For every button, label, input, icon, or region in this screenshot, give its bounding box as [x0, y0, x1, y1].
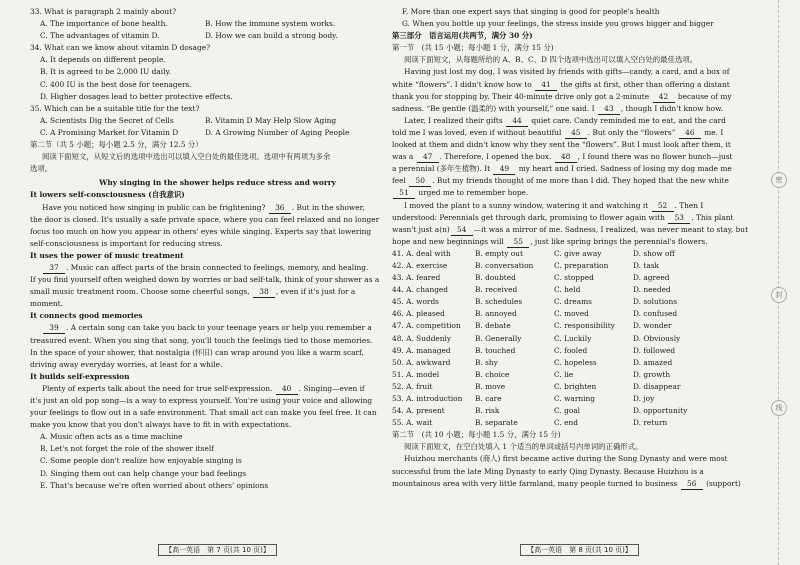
option-choice[interactable]: B. risk	[475, 406, 500, 416]
cloze-line: told me I was loved, even if without beautiful 45 . But only the “flowers” 46 me. I	[392, 127, 724, 137]
option-choice[interactable]: C. stopped	[554, 273, 594, 283]
page-footer: 【高一英语 第 8 页(共 10 页)】	[520, 544, 639, 556]
cloze-line: hope and new beginnings will 55 , just like spring brings the perennial's flowers.	[392, 236, 708, 246]
option-row	[392, 393, 767, 405]
p3-line: driving away everyday worries, at least for a while.	[30, 359, 223, 369]
option-row	[392, 320, 767, 332]
part3-title: 第三部分 语言运用(共两节，满分 30 分)	[392, 31, 533, 41]
page-footer: 【高一英语 第 7 页(共 10 页)】	[158, 544, 277, 556]
option-choice[interactable]: 44. A. changed	[392, 285, 449, 295]
option-row	[392, 345, 767, 357]
option-choice[interactable]: 53. A. introduction	[392, 394, 463, 403]
option-row	[392, 248, 767, 260]
p1-line: the door is closed. It's usually a safe private space, where you can feel relaxed and no longer	[30, 214, 380, 224]
q33-stem: 33. What is paragraph 2 mainly about?	[30, 7, 177, 16]
q35-option-a: A. Scientists Dig the Secret of Cells	[40, 115, 174, 125]
q35-options-2	[30, 127, 405, 139]
p3-line: In the space of your shower, that nostalgia (怀旧) can wrap around you like a warm scarf,	[30, 347, 364, 357]
blank-48[interactable]: 48	[555, 152, 577, 163]
blank-46[interactable]: 46	[679, 128, 701, 139]
q34-option-d: D. Higher dosages lead to better protective effects.	[40, 91, 233, 101]
option-choice[interactable]: C. Luckily	[554, 333, 592, 343]
heading-4: It builds self-expression	[30, 371, 130, 381]
q35-option-c: C. A Promising Market for Vitamin D	[40, 127, 179, 137]
blank-44[interactable]: 44	[506, 116, 528, 127]
option-choice[interactable]: B. choice	[475, 369, 510, 379]
cloze-line: wasn't just a(n) 54 —it was a mirror of me. Sadness, I realized, was never meant to stay, but	[392, 224, 749, 234]
option-choice[interactable]: 47. A. competition	[392, 321, 461, 331]
blank-43[interactable]: 43	[598, 104, 620, 115]
option-choice[interactable]: C. dreams	[554, 297, 592, 307]
option-choice[interactable]: 41. A. deal with	[392, 248, 451, 258]
blank-50[interactable]: 50	[409, 176, 431, 187]
cloze-line: a perennial (多年生植物). It 49 my heart and I cried. Sadness of losing my dog made me	[392, 164, 732, 174]
q33-options-1	[30, 18, 405, 30]
option-choice[interactable]: C. responsibility	[554, 321, 615, 331]
blank-45[interactable]: 45	[565, 128, 587, 139]
option-choice[interactable]: C. fooled	[554, 345, 588, 355]
cloze-line: sadness. “Be gentle (温柔的) with yourself,” one said. I 43 , though I didn't know how.	[392, 103, 723, 113]
q34-option-b: B. It is agreed to be 2,000 IU daily.	[40, 67, 172, 77]
option-choice[interactable]: C. lie	[554, 369, 574, 379]
option-choice[interactable]: B. Generally	[475, 333, 522, 343]
option-choice[interactable]: D. wonder	[633, 321, 672, 331]
p4-line: make you know that you don't always have to fit in with expectations.	[30, 420, 292, 430]
heading-2: It uses the power of music treatment	[30, 250, 184, 260]
option-choice[interactable]: C. moved	[554, 309, 589, 319]
option-choice[interactable]: 42. A. exercise	[392, 260, 448, 270]
cloze-line: was a 47 . Therefore, I opened the box. 48 , I found there was no flower bunch—just	[392, 152, 733, 162]
section2-instruction-cont: 选项。	[30, 164, 53, 174]
option-choice[interactable]: 49. A. managed	[392, 345, 451, 355]
q35-stem: 35. Which can be a suitable title for the text?	[30, 103, 200, 113]
section1-instruction: 阅读下面短文，从每题所给的 A、B、C、D 四个选项中选出可以填入空白处的最佳选项。	[404, 55, 698, 65]
q33-option-d: D. How we can build a strong body.	[205, 31, 338, 41]
option-choice[interactable]: B. debate	[475, 321, 511, 331]
q33-options-2	[30, 30, 405, 42]
cloze-line: I moved the plant to a sunny window, watering it and watching it 52 . Then I	[404, 200, 704, 210]
option-choice[interactable]: 54. A. present	[392, 406, 445, 416]
page-7	[30, 6, 405, 558]
blank-40[interactable]: 40	[276, 384, 298, 395]
blank-49[interactable]: 49	[493, 164, 515, 175]
option-b: B. Let's not forget the role of the shower itself	[40, 444, 214, 454]
p4-line: your feelings to flow out in a safe environment. That small act can make you feel free. It can	[30, 408, 377, 418]
q34-option-c: C. 400 IU is the best dose for teenagers.	[40, 79, 192, 89]
option-choice[interactable]: C. end	[554, 418, 578, 428]
option-choice[interactable]: D. followed	[633, 345, 676, 355]
q35-options-1	[30, 115, 405, 127]
grammar-line: successful from the late Ming Dynasty to early Qing Dynasty. Because Huizhou is a	[392, 466, 704, 476]
option-choice[interactable]: C. brighten	[554, 381, 597, 391]
seal-mark-mi: 密	[771, 172, 787, 188]
option-choice[interactable]: D. agreed	[633, 273, 670, 283]
option-row	[392, 272, 767, 284]
option-row	[392, 369, 767, 381]
p3-line: 39 . A certain song can take you back to your teenage years or help you remember a	[30, 322, 405, 334]
option-row	[392, 284, 767, 296]
option-choice[interactable]: 55. A. wait	[392, 418, 433, 428]
binding-line	[778, 0, 779, 565]
q34-option-a: A. It depends on different people.	[40, 55, 166, 65]
section2-instruction: 阅读下面短文，从短文后的选项中选出可以填入空白处的最佳选项。选项中有两项为多余	[42, 152, 331, 162]
p1-line: Have you noticed how singing in public can be frightening? 36 . But in the shower,	[42, 202, 365, 212]
blank-41[interactable]: 41	[535, 80, 557, 91]
p4-line: Plenty of experts talk about the need for true self-expression. 40 . Singing—even if	[42, 383, 365, 393]
option-choice[interactable]: D. needed	[633, 285, 671, 295]
option-choice[interactable]: B. received	[475, 285, 518, 295]
option-row	[392, 405, 767, 417]
option-row	[392, 357, 767, 369]
cloze-line: understood: Perennials get through dark, promising to flower again with 53 . This plant	[392, 212, 734, 222]
option-choice[interactable]: B. schedules	[475, 297, 523, 307]
option-choice[interactable]: B. care	[475, 394, 502, 403]
option-choice[interactable]: D. task	[633, 260, 660, 270]
blank-53[interactable]: 53	[668, 213, 690, 224]
section2-title: 第二节 (共 10 小题；每小题 1.5 分，满分 15 分)	[392, 430, 561, 440]
option-choice[interactable]: C. held	[554, 285, 581, 295]
q33-option-a: A. The importance of bone health.	[40, 19, 168, 29]
option-choice[interactable]: C. hopeless	[554, 357, 597, 367]
option-row	[392, 333, 767, 345]
p2-line: small music treatment room. Choose some cheerful songs, 38 , even if it's just for a	[30, 287, 356, 297]
cloze-line: white “flowers”. I didn't know how to 41 the gifts at first, other than offering a distant	[392, 79, 730, 89]
blank-55[interactable]: 55	[507, 237, 529, 248]
grammar-line: Huizhou merchants (商人) first became active during the Song Dynasty and were most	[404, 454, 728, 464]
p2-line: moment.	[30, 299, 63, 309]
cloze-options	[392, 248, 767, 429]
cloze-line: Later, I realized their gifts 44 quiet care. Candy reminded me to eat, and the card	[404, 115, 726, 125]
option-c: C. Some people don't realize how enjoyable singing is	[40, 456, 242, 466]
option-choice[interactable]: 43. A. feared	[392, 273, 441, 283]
option-choice[interactable]: D. growth	[633, 369, 671, 379]
section2-instruction: 阅读下面短文，在空白处填入 1 个适当的单词或括号内单词的正确形式。	[404, 442, 643, 452]
blank-51[interactable]: 51	[393, 188, 415, 199]
option-choice[interactable]: C. give away	[554, 248, 602, 258]
p2-line: 37 . Music can affect parts of the brain connected to feelings, memory, and healing.	[30, 262, 405, 274]
page-8	[392, 6, 767, 558]
cloze-line: 51 urged me to remember hope.	[392, 187, 767, 199]
q34-stem: 34. What can we know about vitamin D dosage?	[30, 43, 211, 53]
option-a: A. Music often acts as a time machine	[40, 432, 183, 442]
option-choice[interactable]: D. solutions	[633, 297, 678, 307]
option-choice[interactable]: B. empty out	[475, 248, 523, 258]
option-choice[interactable]: 46. A. pleased	[392, 309, 445, 319]
option-choice[interactable]: D. joy	[633, 394, 655, 403]
grammar-line: mountainous area with very little farmland, many people turned to business 56 (support)	[392, 478, 741, 488]
option-choice[interactable]: D. return	[633, 418, 668, 428]
cloze-line: looked at them and didn't know why they sent the “flowers”. But I must look after them, it	[392, 140, 731, 150]
p2-line: If you find yourself often weighed down by worries or bad self-talk, think of your shower as a	[30, 275, 380, 285]
seal-mark-feng: 封	[771, 287, 787, 303]
option-choice[interactable]: C. preparation	[554, 260, 609, 270]
option-choice[interactable]: 48. A. Suddenly	[392, 333, 452, 343]
option-choice[interactable]: 51. A. model	[392, 369, 440, 379]
blank-52[interactable]: 52	[652, 201, 674, 212]
option-row	[392, 296, 767, 308]
option-row	[392, 308, 767, 320]
option-row	[392, 260, 767, 272]
q35-option-b: B. Vitamin D May Help Slow Aging	[205, 115, 337, 125]
option-choice[interactable]: B. shy	[475, 357, 498, 367]
q35-option-d: D. A Growing Number of Aging People	[205, 127, 350, 137]
option-choice[interactable]: 45. A. words	[392, 297, 439, 307]
cloze-line: Having just lost my dog, I was visited by friends with gifts—candy, a card, and a box of	[404, 67, 730, 77]
option-choice[interactable]: D. Obviously	[633, 333, 681, 343]
passage-title: Why singing in the shower helps reduce stress and worry	[99, 178, 336, 188]
blank-38[interactable]: 38	[253, 287, 275, 298]
cloze-line: thank you for stopping by. Their 40-minute drive only got a 2-minute 42 because of my	[392, 91, 732, 101]
option-choice[interactable]: B. conversation	[475, 260, 534, 270]
p1-line: focus too much on how you appear in others' eyes while singing. Experts say that lowering	[30, 226, 372, 236]
seal-mark-xian: 线	[771, 400, 787, 416]
option-choice[interactable]: D. disappear	[633, 381, 681, 391]
option-choice[interactable]: B. doubted	[475, 273, 516, 283]
section2-title: 第二节（共 5 小题；每小题 2.5 分，满分 12.5 分）	[30, 140, 203, 150]
option-choice[interactable]: B. separate	[475, 418, 518, 428]
option-choice[interactable]: C. goal	[554, 406, 581, 416]
option-choice[interactable]: 50. A. awkward	[392, 357, 451, 367]
cloze-line: feel 50 . But my friends thought of me more than I did. They hoped that the new white	[392, 176, 729, 186]
q33-option-b: B. How the immune system works.	[205, 19, 336, 29]
option-choice[interactable]: B. touched	[475, 345, 516, 355]
p3-line: treasured event. When you sing that song, you'll touch the feelings tied to those memories.	[30, 335, 373, 345]
option-choice[interactable]: C. warning	[554, 394, 595, 403]
section1-title: 第一节 (共 15 小题；每小题 1 分，满分 15 分)	[392, 43, 554, 53]
blank-37[interactable]: 37	[43, 263, 65, 274]
blank-56[interactable]: 56	[681, 479, 703, 490]
blank-36[interactable]: 36	[269, 203, 291, 214]
option-choice[interactable]: B. annoyed	[475, 309, 517, 319]
option-e: E. That's because we're often worried about others' opinions	[40, 480, 269, 490]
option-choice[interactable]: B. move	[475, 381, 506, 391]
option-row	[392, 381, 767, 393]
option-choice[interactable]: D. amazed	[633, 357, 673, 367]
p4-line: it's just an old pop song—is a way to express yourself. You're using your voice and allowing	[30, 396, 373, 405]
blank-54[interactable]: 54	[451, 225, 473, 236]
blank-42[interactable]: 42	[653, 92, 675, 103]
option-row	[392, 417, 767, 429]
option-d: D. Singing them out can help change your bad feelings	[40, 468, 247, 478]
option-choice[interactable]: D. confused	[633, 309, 678, 319]
p1-line: self-consciousness is important for reducing stress.	[30, 238, 223, 248]
blank-39[interactable]: 39	[43, 323, 65, 334]
option-f: F. More than one expert says that singing is good for people's health	[402, 7, 660, 16]
heading-1: It lowers self-consciousness (自我意识)	[30, 190, 185, 200]
heading-3: It connects good memories	[30, 311, 143, 321]
option-choice[interactable]: D. opportunity	[633, 406, 688, 416]
q33-option-c: C. The advantages of vitamin D.	[40, 31, 160, 41]
blank-47[interactable]: 47	[417, 152, 439, 163]
option-choice[interactable]: D. show off	[633, 248, 675, 258]
option-choice[interactable]: 52. A. fruit	[392, 381, 433, 391]
option-g: G. When you bottle up your feelings, the stress inside you grows bigger and bigger	[402, 19, 714, 29]
